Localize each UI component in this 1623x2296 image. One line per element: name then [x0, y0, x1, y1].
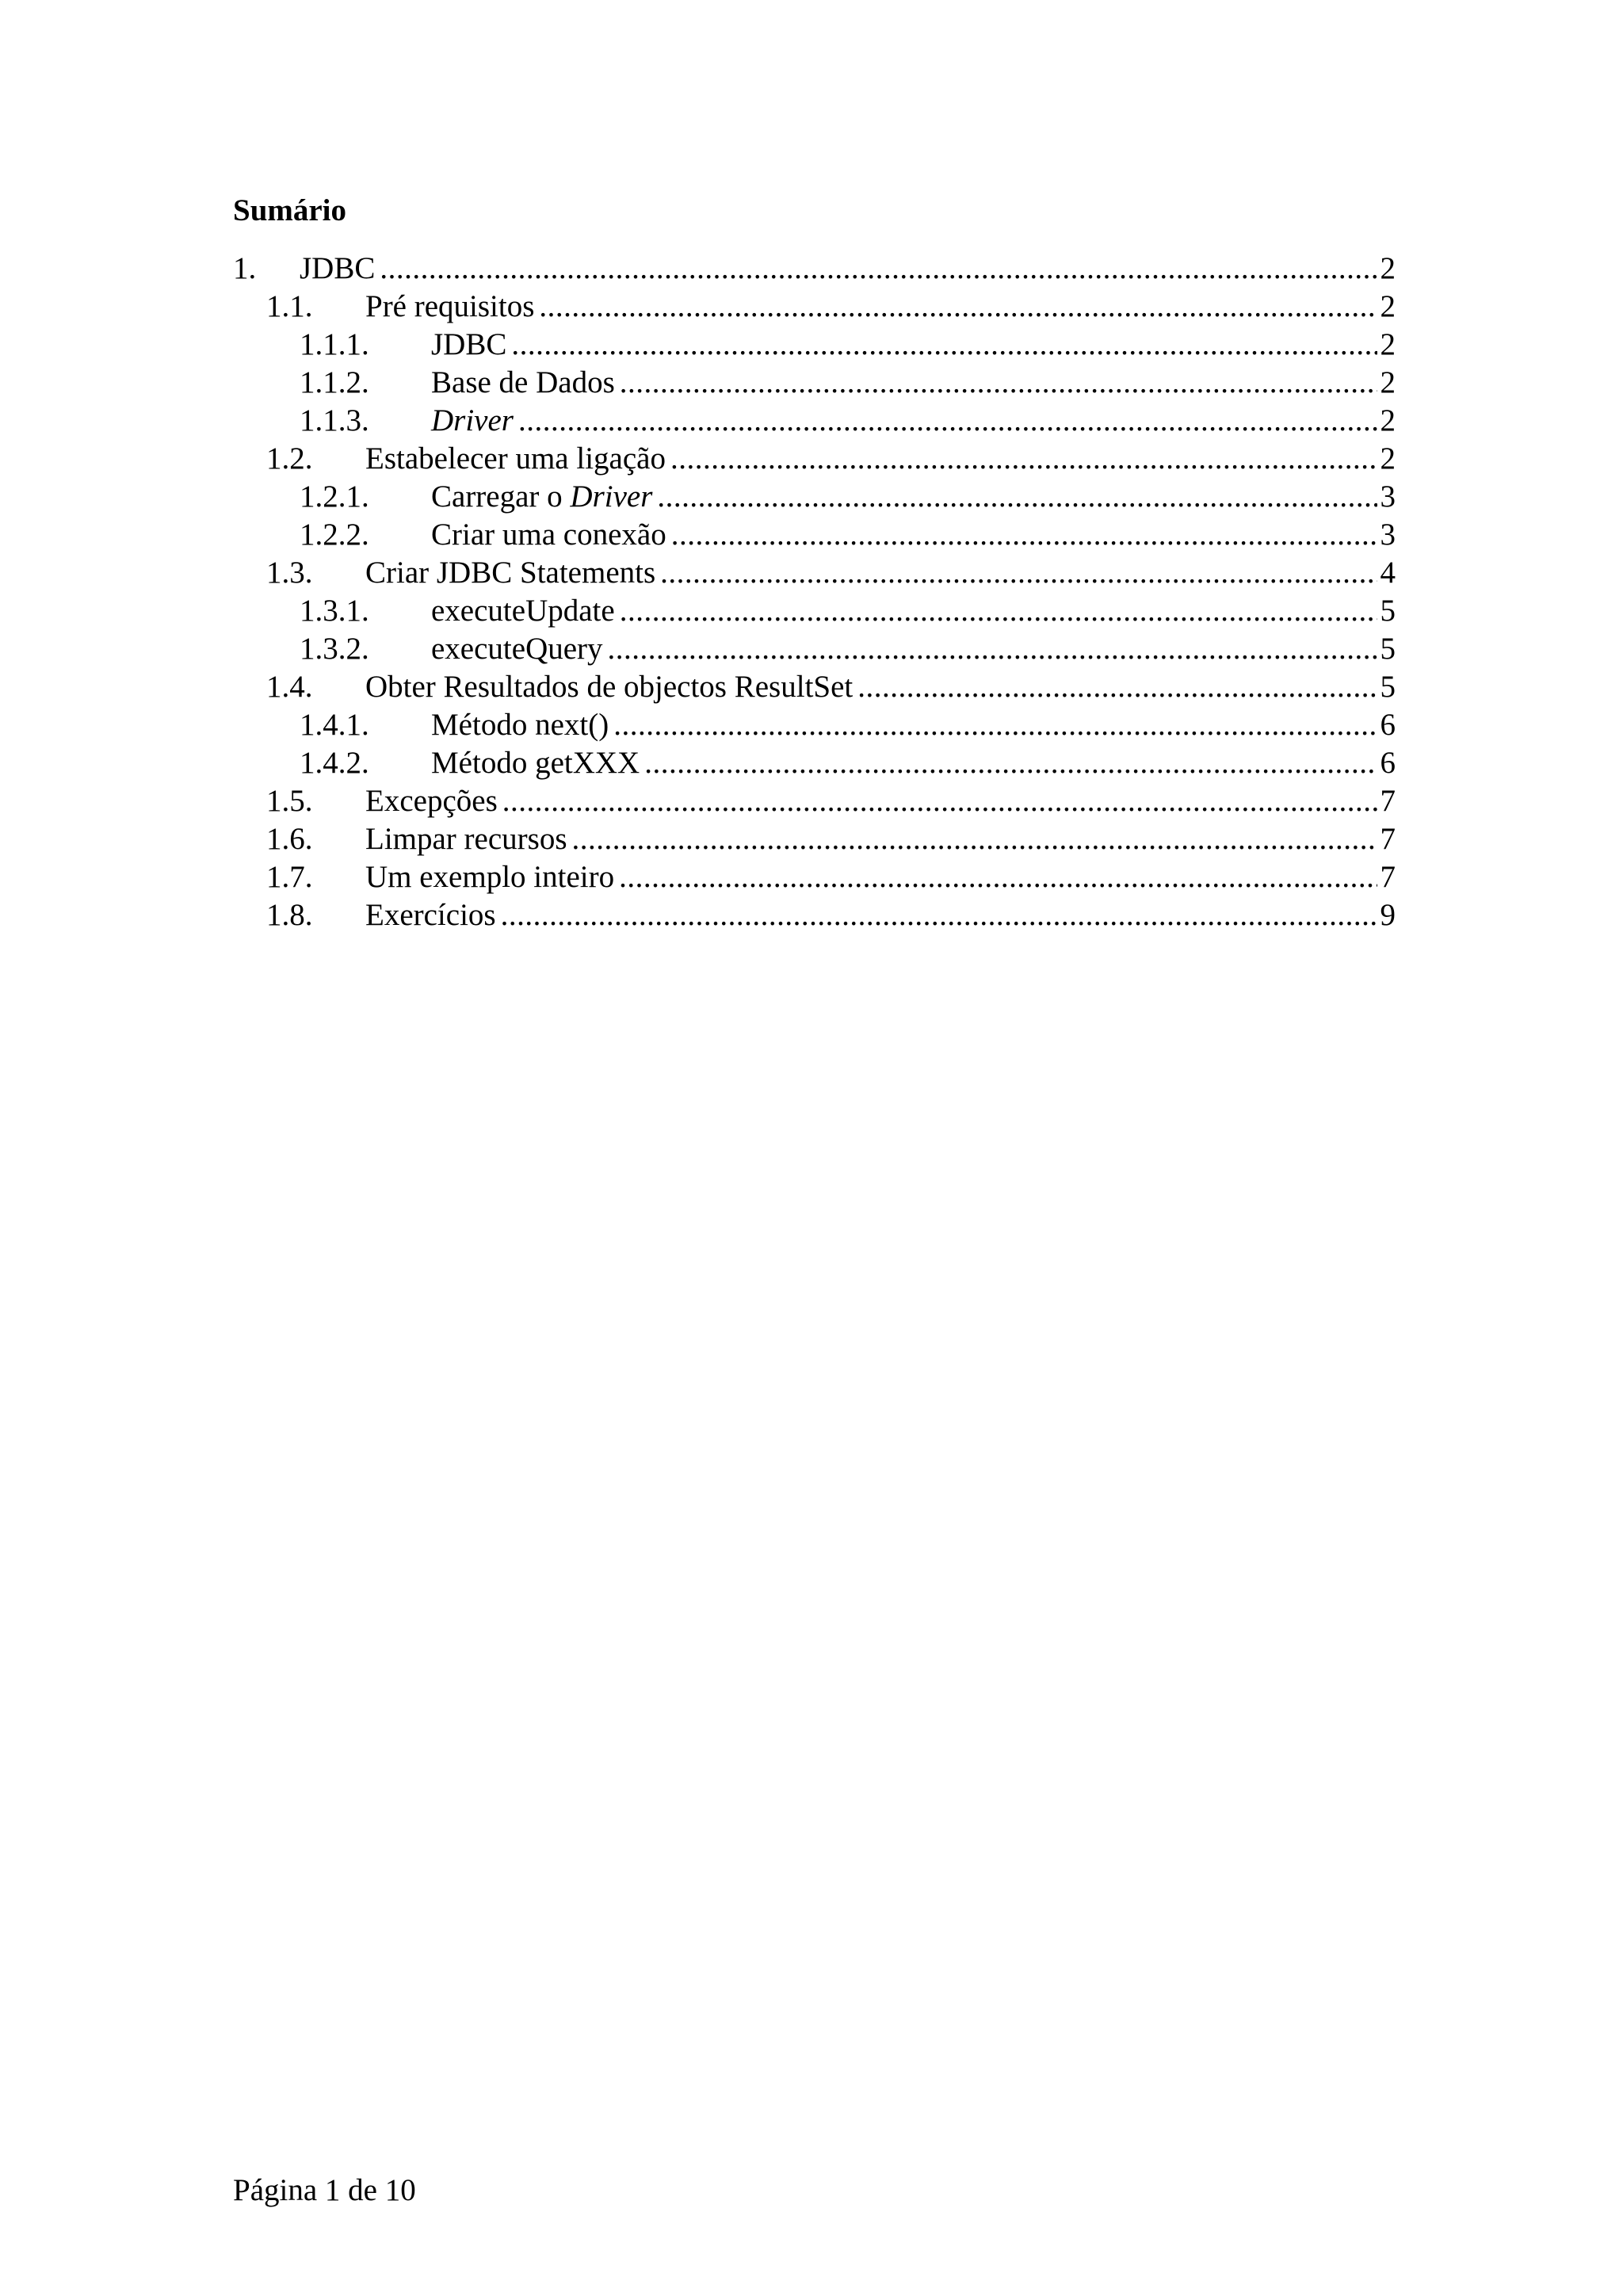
toc-entry-label-text: Criar JDBC Statements: [365, 556, 656, 590]
toc-entry-label-text: Driver: [431, 403, 514, 437]
toc-entry[interactable]: [233, 744, 1396, 782]
toc-entry[interactable]: [233, 858, 1396, 896]
toc-dot-leader: [620, 364, 1377, 402]
toc-entry-page: 5: [1380, 670, 1396, 704]
toc-entry-number: 1.4.1.: [300, 708, 369, 742]
toc-entry-page: 3: [1380, 479, 1396, 514]
toc-dot-leader: [671, 516, 1377, 554]
toc-entry-page: 4: [1380, 556, 1396, 590]
toc-entry-number: 1.2.2.: [300, 518, 369, 552]
toc-entry-label: [365, 820, 567, 858]
page-footer: Página 1 de 10: [233, 2173, 416, 2207]
toc-entry-number: 1.3.1.: [300, 594, 369, 628]
toc-dot-leader: [518, 402, 1377, 440]
toc-entry-label-text: Limpar recursos: [365, 822, 567, 856]
toc-entry-page: 3: [1380, 518, 1396, 552]
toc-dot-leader: [620, 592, 1377, 630]
toc-dot-leader: [502, 782, 1377, 820]
toc-entry-label-text: Excepções: [365, 784, 498, 818]
toc-entry-page: 7: [1380, 860, 1396, 894]
toc-entry-label-text: Estabelecer uma ligação: [365, 441, 666, 476]
toc-dot-leader: [539, 288, 1377, 326]
toc-entry-page: 2: [1380, 289, 1396, 323]
toc-entry-label: [431, 402, 514, 440]
toc-dot-leader: [380, 250, 1377, 288]
toc-entry-number: 1.1.3.: [300, 403, 369, 437]
toc-entry-label: [365, 858, 614, 896]
toc-entry[interactable]: [233, 592, 1396, 630]
toc-entry-page: 2: [1380, 403, 1396, 437]
toc-entry-number: 1.6.: [266, 822, 313, 856]
toc-entry-label-text: Método getXXX: [431, 746, 640, 780]
toc-entry-number: 1.: [233, 251, 257, 285]
toc-entry[interactable]: [233, 630, 1396, 668]
toc-entry-page: 2: [1380, 327, 1396, 361]
toc-entry-label-text: Um exemplo inteiro: [365, 860, 615, 894]
toc-dot-leader: [572, 820, 1377, 858]
toc-entry-number: 1.1.: [266, 289, 313, 323]
toc-entry-page: 5: [1380, 594, 1396, 628]
toc-entry-label: [431, 478, 652, 516]
toc-entry[interactable]: [233, 896, 1396, 934]
toc-entry-number: 1.1.2.: [300, 365, 369, 399]
toc-entry-page: 5: [1380, 632, 1396, 666]
toc-entry-label-text: JDBC: [300, 251, 376, 285]
toc-entry-label: [431, 744, 640, 782]
toc-entry-label: [365, 288, 534, 326]
toc-entry[interactable]: [233, 668, 1396, 706]
toc-entry-label: [431, 706, 609, 744]
toc-entry[interactable]: [233, 478, 1396, 516]
toc-entry[interactable]: [233, 326, 1396, 364]
toc-entry-label: [431, 516, 666, 554]
toc-title: Sumário: [233, 193, 347, 227]
toc-dot-leader: [644, 744, 1377, 782]
toc-entry-label: [300, 250, 375, 288]
toc-entry-label: [365, 896, 496, 934]
toc-entry-number: 1.1.1.: [300, 327, 369, 361]
toc-entry-label-text: Carregar o: [431, 479, 571, 514]
toc-entry-page: 6: [1380, 746, 1396, 780]
toc-entry-label: [431, 364, 615, 402]
toc-entry-label: [365, 554, 655, 592]
toc-entry[interactable]: [233, 820, 1396, 858]
toc-dot-leader: [657, 478, 1377, 516]
toc-dot-leader: [670, 440, 1377, 478]
toc-entry-label-text: executeQuery: [431, 632, 603, 666]
toc-entry-label-text: JDBC: [431, 327, 507, 361]
toc-entry-label: [365, 440, 666, 478]
toc-entry[interactable]: [233, 440, 1396, 478]
toc-dot-leader: [511, 326, 1377, 364]
toc-entry-page: 7: [1380, 822, 1396, 856]
toc-entry-number: 1.3.: [266, 556, 313, 590]
toc-entry-page: 9: [1380, 898, 1396, 932]
toc-entry[interactable]: [233, 516, 1396, 554]
toc-entry[interactable]: [233, 782, 1396, 820]
toc-entry-label-text: Exercícios: [365, 898, 496, 932]
toc-entry-label: [431, 630, 603, 668]
toc-entry-label-text: executeUpdate: [431, 594, 615, 628]
toc-dot-leader: [857, 668, 1377, 706]
toc-entry-label-text: Base de Dados: [431, 365, 615, 399]
table-of-contents: [233, 250, 1396, 934]
toc-entry-number: 1.3.2.: [300, 632, 369, 666]
toc-entry-label-text: Obter Resultados de objectos ResultSet: [365, 670, 854, 704]
toc-entry[interactable]: [233, 554, 1396, 592]
toc-dot-leader: [619, 858, 1377, 896]
toc-entry-page: 6: [1380, 708, 1396, 742]
toc-entry-label: [431, 326, 506, 364]
toc-entry[interactable]: [233, 364, 1396, 402]
toc-entry-page: 2: [1380, 251, 1396, 285]
toc-entry[interactable]: [233, 288, 1396, 326]
toc-entry-number: 1.4.: [266, 670, 313, 704]
toc-entry-label-text: Criar uma conexão: [431, 518, 666, 552]
toc-dot-leader: [608, 630, 1377, 668]
toc-entry[interactable]: [233, 250, 1396, 288]
toc-entry-label-text: Pré requisitos: [365, 289, 535, 323]
toc-entry-page: 7: [1380, 784, 1396, 818]
toc-entry-number: 1.8.: [266, 898, 313, 932]
toc-entry-label: [365, 668, 853, 706]
toc-dot-leader: [501, 896, 1377, 934]
toc-entry-label-italic: Driver: [570, 479, 653, 514]
toc-entry-page: 2: [1380, 441, 1396, 476]
toc-entry[interactable]: [233, 402, 1396, 440]
toc-entry[interactable]: [233, 706, 1396, 744]
toc-entry-page: 2: [1380, 365, 1396, 399]
toc-entry-number: 1.4.2.: [300, 746, 369, 780]
toc-entry-label: [431, 592, 615, 630]
toc-entry-number: 1.2.1.: [300, 479, 369, 514]
toc-entry-label: [365, 782, 498, 820]
toc-entry-number: 1.2.: [266, 441, 313, 476]
toc-entry-label-text: Método next(): [431, 708, 609, 742]
toc-dot-leader: [613, 706, 1377, 744]
toc-entry-number: 1.5.: [266, 784, 313, 818]
toc-entry-number: 1.7.: [266, 860, 313, 894]
toc-dot-leader: [660, 554, 1377, 592]
